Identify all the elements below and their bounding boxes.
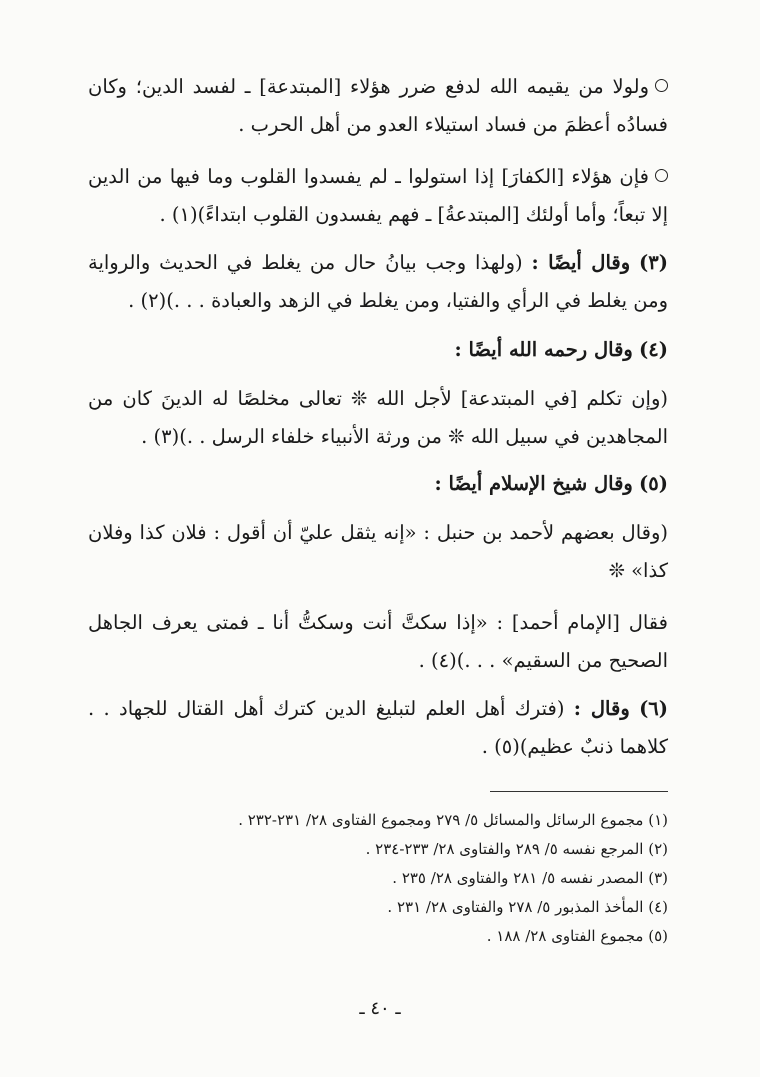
paragraph	[88, 380, 668, 456]
paragraph	[88, 604, 668, 680]
section-heading	[88, 465, 668, 503]
item-number: (٣)	[639, 251, 668, 274]
circle-bullet-icon	[655, 169, 668, 182]
item-lead: وقال رحمه الله أيضًا :	[454, 338, 633, 361]
paragraph-text: (فترك أهل العلم لتبليغ الدين كترك أهل القتال للجهاد . . كلاهما ذنبٌ عظيم)(٥) .	[88, 697, 668, 758]
footnote: (٢) المرجع نفسه ٥/ ٢٨٩ والفتاوى ٢٨/ ٢٣٣-٢٣٤ .	[365, 840, 668, 858]
paragraph-text: (وإن تكلم [في المبتدعة] لأجل الله ❊ تعالى مخلصًا له الدينَ كان من المجاهدين في سبيل الله ❊ من ورثة الأنبياء خلفاء الرسل . .)(٣) .	[88, 387, 668, 448]
section-heading	[88, 331, 668, 369]
item-number: (٤)	[639, 338, 668, 361]
paragraph-text: ولولا من يقيمه الله لدفع ضرر هؤلاء [المبتدعة] ـ لفسد الدين؛ وكان فسادُه أعظمَ من فساد استيلاء العدو من أهل الحرب .	[88, 75, 668, 136]
item-lead: وقال أيضًا :	[531, 251, 631, 274]
footnote-divider	[490, 791, 668, 792]
item-lead: وقال شيخ الإسلام أيضًا :	[434, 472, 633, 495]
paragraph-text: (ولهذا وجب بيانُ حال من يغلط في الحديث والرواية ومن يغلط في الرأي والفتيا، ومن يغلط في الزهد والعبادة . . .)(٢) .	[88, 251, 668, 312]
paragraph-text: فقال [الإمام أحمد] : «إذا سكتَّ أنت وسكتُّ أنا ـ فمتى يعرف الجاهل الصحيح من السقيم» . . .)(٤) .	[88, 611, 668, 672]
paragraph-text: فإن هؤلاء [الكفارَ] إذا استولوا ـ لم يفسدوا القلوب وما فيها من الدين إلا تبعاً؛ وأما أولئك [المبتدعةُ] ـ فهم يفسدون القلوب ابتداءً)(١) .	[88, 165, 668, 226]
item-lead: وقال :	[573, 697, 630, 720]
circle-bullet-icon	[655, 79, 668, 92]
footnote: (٤) المأخذ المذبور ٥/ ٢٧٨ والفتاوى ٢٨/ ٢٣١ .	[387, 898, 668, 916]
page-number: ـ ٤٠ ـ	[359, 998, 401, 1019]
footnote: (١) مجموع الرسائل والمسائل ٥/ ٢٧٩ ومجموع الفتاوى ٢٨/ ٢٣١-٢٣٢ .	[238, 811, 668, 829]
item-number: (٦)	[639, 697, 669, 720]
item-number: (٥)	[639, 472, 668, 495]
paragraph	[88, 244, 668, 320]
paragraph-text: (وقال بعضهم لأحمد بن حنبل : «إنه يثقل عليّ أن أقول : فلان كذا وفلان كذا» ❊	[88, 521, 668, 582]
footnote: (٣) المصدر نفسه ٥/ ٢٨١ والفتاوى ٢٨/ ٢٣٥ .	[392, 869, 668, 887]
paragraph	[88, 158, 668, 234]
footnote: (٥) مجموع الفتاوى ٢٨/ ١٨٨ .	[486, 927, 668, 945]
paragraph	[88, 690, 668, 766]
paragraph	[88, 514, 668, 590]
paragraph	[88, 68, 668, 144]
